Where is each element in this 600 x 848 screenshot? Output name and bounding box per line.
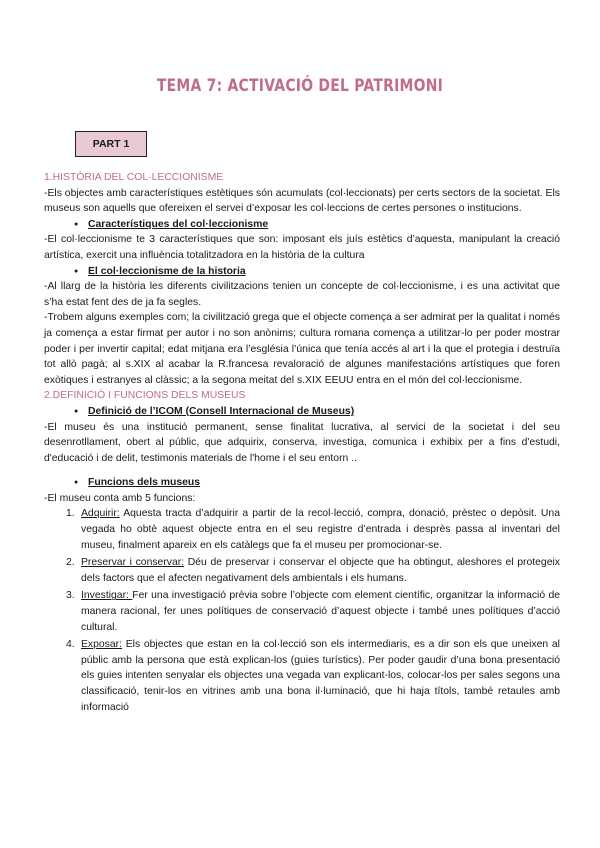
function-item xyxy=(44,506,560,553)
section-1-text-1: -El col·leccionisme te 3 característiques que son: imposant els juís estètics d’aquesta, manipulant la creació artística, exercit una influència totalitzadora en la història de la cultura xyxy=(44,234,560,261)
function-text: Els objectes que estan en la col·lecció son els intermediaris, es a dir son els que uneixen al públic amb la persona que està explican-los (guies turístics). Per poder gaudir d’una bona presentació els guies intenten senyalar els objectes una vegada van explicant-los, colocar-los per sales segons una classificació, tenir-los en vitrines amb una bona il·luminació, que hi haja títols, també retaules amb informació xyxy=(81,639,560,713)
bullet-funcions-label: Funcions dels museus xyxy=(88,477,201,489)
section-1-text-3: -Trobem alguns exemples com; la civilització grega que el objecte comença a ser admirat per la qualitat i només ja comença a estar firmat per autor i no son anònims; cultura romana comença a utilitzar-lo per poder mostrar poder i per invertir capital; edat mitjana era l’església l’única que tenía accés al art i la que el protegia i destruïa tot allò pagà; al s.XIX al acabar la R.francesa revaloració de algunes manifestacións artístiques que foren exòtiques i estranyes al clàssic; a la segona meitat del s.XIX EEUU entra en el món del col·leccionisme. xyxy=(44,312,560,386)
function-item xyxy=(44,588,560,635)
bullet-icom-label: Definició de l’ICOM (Consell Internacional de Museus) xyxy=(88,405,355,417)
part-label-box: PART 1 xyxy=(75,131,147,157)
section-2-intro: -El museu conta amb 5 funcions: xyxy=(44,492,196,504)
bullet-icom xyxy=(44,404,560,420)
function-number: 4. xyxy=(66,639,75,651)
functions-list xyxy=(44,506,560,715)
function-number: 3. xyxy=(66,590,75,602)
section-2-text-1: -El museu és una institució permanent, sense finalitat lucrativa, al servici de la societat i del seu desenrotllament, obert al públic, que adquirix, conserva, investiga, comunica i exhibix per a fins d'estudi, d'educació i de delit, testimonis materials de l'home i el seu entorn .. xyxy=(44,421,560,464)
section-1-heading: 1.HISTÒRIA DEL COL·LECCIONISME xyxy=(44,172,224,183)
function-text: Déu de preservar i conservar el objecte que ha obtingut, aleshores el protegeix dels factors que el afecten negativament dels ambientals i els humans. xyxy=(81,557,560,584)
function-number: 1. xyxy=(66,508,75,520)
document-body xyxy=(44,170,560,717)
bullet-historia-label: El col·leccionisme de la historia xyxy=(88,265,246,277)
function-term: Investigar: xyxy=(81,590,133,602)
bullet-historia xyxy=(44,264,560,280)
bullet-caracteristiques-label: Característiques del col·leccionisme xyxy=(88,218,269,230)
function-term: Exposar: xyxy=(81,639,123,651)
page-title: TEMA 7: ACTIVACIÓ DEL PATRIMONI xyxy=(156,76,444,96)
function-term: Preservar i conservar: xyxy=(81,557,185,569)
function-term: Adquirir: xyxy=(81,508,120,520)
section-1-intro: -Els objectes amb característiques estètiques són acumulats (col·leccionats) per certs sectors de la societat. Els museus son aquells que ofereixen el servei d’exposar les col·leccions de certes persones o institucions. xyxy=(44,187,560,215)
bullet-caracteristiques xyxy=(44,217,560,233)
function-item xyxy=(44,637,560,715)
section-1-text-2: -Al llarg de la història les diferents civilitzacions tenien un concepte de col·leccionisme, i es una activitat que s’ha estat fent des de ja fa segles. xyxy=(44,281,560,308)
function-number: 2. xyxy=(66,557,75,569)
section-2-heading: 2.DEFINICIÓ I FUNCIONS DELS MUSEUS xyxy=(44,390,246,402)
function-text: Aquesta tracta d’adquirir a partir de la recol·lecció, compra, donació, prèstec o depòsit. Una vegada ho obtè aquest objecte entra en el seu registre d’entrada i desprès passa al inventari del museu, finalment apareix en els catàlegs que fa el museu per promocionar-se. xyxy=(81,508,560,551)
function-item xyxy=(44,555,560,586)
bullet-funcions xyxy=(44,475,560,491)
function-text: Fer una investigació prèvia sobre l’objecte com element científic, organitzar la informació de manera racional, fer unes polítiques de conservació d’aquest objecte i també unes polítiques d’acció cultural. xyxy=(81,590,560,633)
